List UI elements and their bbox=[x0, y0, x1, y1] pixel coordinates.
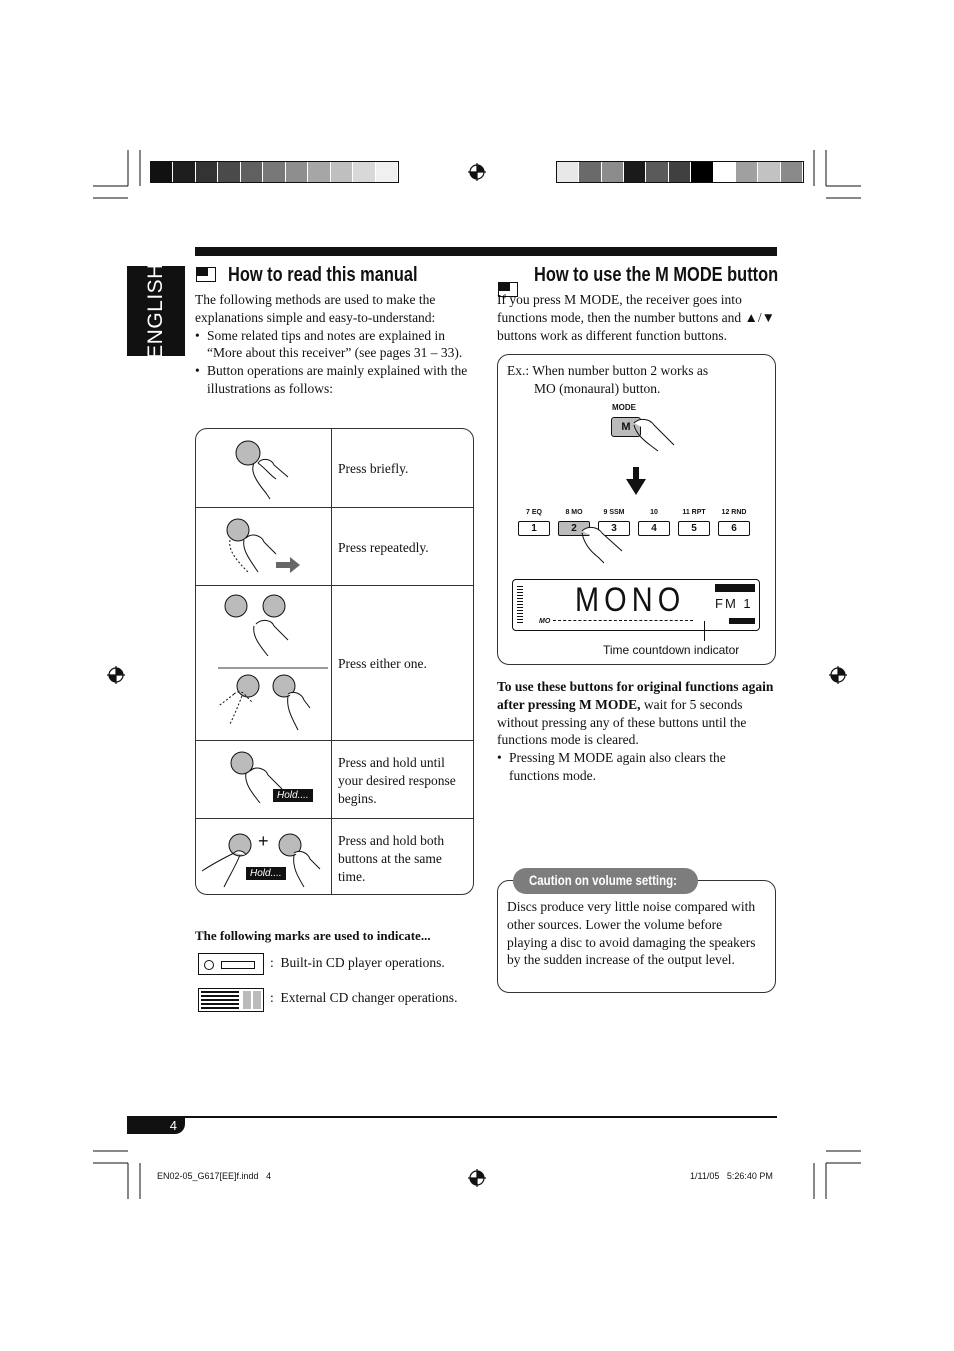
color-swatch bbox=[624, 162, 646, 182]
side-tab bbox=[127, 263, 185, 359]
color-swatch bbox=[173, 162, 195, 182]
number-buttons bbox=[518, 509, 758, 539]
number-button-function-label: 12 RND bbox=[721, 509, 747, 516]
functions-bold: To use these buttons for original functions again after pressing M MODE, bbox=[497, 679, 774, 712]
number-button-6: 6 bbox=[718, 521, 750, 536]
color-swatch bbox=[241, 162, 263, 182]
table-row bbox=[196, 585, 473, 740]
marks-title: The following marks are used to indicate... bbox=[195, 928, 431, 943]
mode-label: MODE bbox=[612, 403, 636, 412]
lcd-indicators bbox=[729, 618, 755, 624]
side-tab-label: ENGLISH bbox=[144, 263, 167, 359]
number-button-2: 2 bbox=[558, 521, 590, 536]
example-caption-1: Ex.: When number button 2 works as bbox=[507, 363, 709, 378]
left-bullet-2: • Button operations are mainly explained with the illustrations as follows: bbox=[195, 362, 475, 398]
color-swatch bbox=[286, 162, 308, 182]
caution-title-pill bbox=[513, 868, 698, 894]
left-intro bbox=[195, 291, 475, 398]
hold-badge: Hold.... bbox=[273, 789, 313, 802]
caution-text: Discs produce very little noise compared with other sources. Lower the volume before playing a disc to avoid damaging the speakers by the sudden increase of the output level. bbox=[507, 899, 756, 968]
color-swatch bbox=[602, 162, 624, 182]
color-bar-right bbox=[556, 161, 804, 183]
number-button-function-label: 7 EQ bbox=[526, 509, 542, 516]
row-label-press-either: Press either one. bbox=[338, 656, 427, 671]
right-intro: If you press M MODE, the receiver goes into functions mode, then the number buttons and ▲/▼ buttons work as different function buttons. bbox=[497, 292, 775, 343]
row-label-press-both: Press and hold both buttons at the same time. bbox=[338, 833, 445, 884]
color-swatch bbox=[736, 162, 758, 182]
left-intro-text: The following methods are used to make the explanations simple and easy-to-understand: bbox=[195, 292, 436, 325]
number-button-4: 4 bbox=[638, 521, 670, 536]
caution-title: Caution on volume setting: bbox=[529, 872, 677, 888]
lcd-band-text: FM 1 bbox=[715, 596, 753, 611]
table-row bbox=[196, 429, 473, 507]
lcd-main-text: MONO bbox=[575, 581, 686, 619]
button-operation-table bbox=[195, 428, 474, 895]
number-button-function-label: 11 RPT bbox=[682, 509, 706, 516]
lcd-level-bar bbox=[517, 586, 523, 624]
left-heading: How to read this manual bbox=[228, 264, 418, 286]
cd-player-icon bbox=[198, 953, 264, 975]
table-row bbox=[196, 507, 473, 585]
bottom-rule bbox=[127, 1116, 777, 1118]
color-swatch bbox=[579, 162, 601, 182]
number-button-1: 1 bbox=[518, 521, 550, 536]
row-label-press-repeatedly: Press repeatedly. bbox=[338, 540, 429, 555]
finger-illustration bbox=[628, 415, 688, 455]
color-swatch bbox=[308, 162, 330, 182]
mode-key: M bbox=[611, 417, 641, 437]
color-swatch bbox=[353, 162, 375, 182]
indicator-leader-line bbox=[704, 621, 705, 641]
color-swatch bbox=[758, 162, 780, 182]
color-bar-left bbox=[150, 161, 399, 183]
example-caption-2: MO (monaural) button. bbox=[534, 381, 661, 396]
color-swatch bbox=[196, 162, 218, 182]
number-button-function-label: 10 bbox=[650, 509, 658, 516]
table-row bbox=[196, 818, 473, 895]
color-swatch bbox=[151, 162, 173, 182]
finger-illustration bbox=[578, 525, 638, 565]
example-box bbox=[497, 354, 776, 665]
color-swatch bbox=[669, 162, 691, 182]
lcd-countdown-bar bbox=[553, 620, 693, 621]
color-swatch bbox=[691, 162, 713, 182]
caution-box bbox=[497, 880, 776, 993]
number-button-3: 3 bbox=[598, 521, 630, 536]
press-either-one-illustration bbox=[218, 590, 328, 738]
mark-text-changer: : External CD changer operations. bbox=[270, 990, 458, 1005]
color-swatch bbox=[376, 162, 398, 182]
color-swatch bbox=[331, 162, 353, 182]
row-label-press-and-hold: Press and hold until your desired response begins. bbox=[338, 755, 456, 806]
time-countdown-label: Time countdown indicator bbox=[603, 643, 740, 657]
footer-timestamp: 1/11/05 5:26:40 PM bbox=[690, 1171, 773, 1181]
number-button-function-label: 9 SSM bbox=[603, 509, 625, 516]
page-number: 4 bbox=[169, 1118, 177, 1133]
row-label-press-briefly: Press briefly. bbox=[338, 461, 409, 476]
arrow-down-icon bbox=[626, 467, 646, 497]
color-swatch bbox=[218, 162, 240, 182]
press-and-hold-illustration bbox=[226, 747, 316, 815]
color-swatch bbox=[781, 162, 803, 182]
color-swatch bbox=[714, 162, 736, 182]
color-swatch bbox=[557, 162, 579, 182]
number-button-function-label: 8 MO bbox=[565, 509, 583, 516]
right-heading: How to use the M MODE button bbox=[534, 264, 779, 286]
cd-changer-icon bbox=[198, 988, 264, 1012]
functions-text bbox=[497, 678, 779, 749]
number-button-5: 5 bbox=[678, 521, 710, 536]
top-rule bbox=[195, 247, 777, 256]
color-swatch bbox=[263, 162, 285, 182]
footer-file: EN02-05_G617[EE]f.indd 4 bbox=[157, 1171, 272, 1181]
mark-text-built-in: : Built-in CD player operations. bbox=[270, 955, 445, 970]
hold-badge: Hold.... bbox=[246, 867, 286, 880]
functions-bullet: • Pressing M MODE again also clears the functions mode. bbox=[497, 749, 779, 785]
lcd-mo-indicator: MO bbox=[539, 618, 551, 625]
press-briefly-illustration bbox=[226, 435, 306, 503]
functions-paragraph bbox=[497, 678, 779, 785]
plus-sign: + bbox=[258, 831, 269, 851]
table-row bbox=[196, 740, 473, 818]
color-swatch bbox=[646, 162, 668, 182]
page-number-tab bbox=[127, 1118, 185, 1134]
functions-rest: wait for 5 seconds without pressing any of these buttons until the functions mode is cleared. bbox=[497, 696, 747, 748]
lcd-indicators bbox=[715, 584, 755, 592]
left-bullet-1: • Some related tips and notes are explained in “More about this receiver” (see pages 31 – 33). bbox=[195, 327, 475, 363]
lcd-display bbox=[512, 579, 760, 631]
heading-icon bbox=[196, 267, 216, 282]
press-repeatedly-illustration bbox=[224, 514, 314, 582]
